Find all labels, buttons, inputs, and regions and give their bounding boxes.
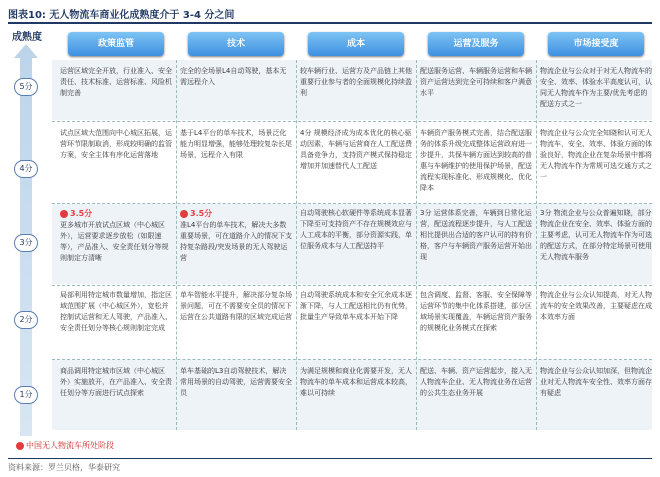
- cell-5-cost: 较车辆行业、运营方及产品链上其他重要行业参与者的全面规模化持续盈利: [300, 67, 412, 97]
- cell-3-cost: 自动驾驶核心软硬件等系统成本显著下降至可支持资产不存在规模效应与人工成本的平衡，部分资源实践，单位服务成本与人工配送持平: [300, 209, 412, 250]
- column-separator: [296, 60, 297, 430]
- column-separator: [176, 60, 177, 430]
- cell-3-tech: [180, 208, 292, 282]
- cell-2-market: 物流企业与公众认知提高，对无人物流车的安全效果改善，主要疑虑在成本效率方面: [540, 291, 652, 321]
- cell-5-market: 物流企业与公众对于对无人物流车的安全、效率、体验水平高度认可，认同无人物流车作为主要/优先考虑的配送方式之一: [540, 67, 652, 108]
- footer-divider: [8, 458, 652, 459]
- cell-5-policy: 运营区域完全开放，行业准入、安全责任、技术标准、运营标准、风险机制完善: [60, 67, 172, 97]
- header-operations: 运营及服务: [428, 32, 524, 56]
- cell-3-market: 3分 物流企业与公众普遍知晓，部分物流企业在安全、效率、体验方面的主要考虑，认可无人物流车作为可选的配送方式，在部分特定场景可使用无人物流车服务: [540, 209, 652, 261]
- cell-1-market: 物流企业与公众认知加深，但物流企业对无人物流车安全性、效率方面存有疑虑: [540, 367, 652, 397]
- cell-4-cost: 4分 规模经济成为成本优化的核心驱动因素，车辆与运营商在人工配送费具备竞争力，支持资产模式保持稳定增加并加速替代人工配送: [300, 129, 412, 170]
- header-cost: 成本: [308, 32, 404, 56]
- cell-4-policy: 试点区域大范围向中心城区拓展，运营环节限制取消，形成较明确的监管方案，安全主体有序化运营落地: [60, 129, 172, 159]
- cell-5-tech: 完全的全场景L4自动驾驶，基本无需远程介入: [180, 67, 287, 86]
- cell-4-market: 物流企业与公众完全知晓和认可无人物流车，安全、效率、体验方面的体验良好，物流企业在复杂场景中都将无人物流车作为常规可选交通方式之一: [540, 129, 652, 181]
- cell-4-tech: 基于L4平台的单车技术，场景泛化能力明显增强，能够处理较复杂长尾场景，远程介入有限: [180, 129, 292, 159]
- flag-icon: [180, 210, 188, 218]
- cell-2-tech: 单车智能水平提升，解决部分复杂场景问题，可在不需要安全员的情况下运营在公共道路有限的区域完成运营: [180, 291, 292, 321]
- maturity-grid: [52, 32, 652, 432]
- cell-1-cost: 为满足规模和商业化需要开发，无人物流车的单车成本和运营成本较高，难以可持续: [300, 367, 412, 397]
- column-separator: [536, 60, 537, 430]
- row-separator: [52, 285, 652, 286]
- cell-5-ops: 配送服务运营、车辆服务运营和车辆资产运营达到完全可持续和客户满意水平: [420, 67, 532, 97]
- title-divider: [8, 22, 652, 24]
- flag-icon: [16, 442, 24, 450]
- level-2: 2分: [14, 311, 38, 329]
- header-market: 市场接受度: [548, 32, 644, 56]
- row-separator: [52, 359, 652, 360]
- source-note: 资料来源：罗兰贝格，华泰研究: [8, 463, 120, 472]
- cell-4-ops: 车辆资产服务模式完善，结合配送服务的体系升级完成整体运营政府进一步提升，共保车辆方面达到较高的普惠与车辆维护的使用保护场景，配送流程实现标准化、形成规模化、优化降本: [420, 129, 532, 192]
- figure-title: 图表10: 无人物流车商业化成熟度介于 3-4 分之间: [8, 10, 235, 21]
- cell-2-cost: 自动驾驶系统成本和安全冗余成本逐渐下降，与人工配送相比仍有优势，批量生产导致单车成本开始下降: [300, 291, 412, 321]
- level-3: 3分: [14, 234, 38, 252]
- cell-3-ops: 3分 运营体系完善，车辆到日常化运营，配送流程逐步提升，与人工配送相比提供出合适的客户认可的持有价格，客户与车辆资产服务运营开始出现: [420, 209, 532, 261]
- cell-3-policy: [60, 208, 172, 282]
- score-marker: 3.5分: [70, 209, 93, 218]
- cell-1-tech: 单车基础的L3自动驾驶技术，解决常用场景的自动驾驶，运营需要安全员: [180, 367, 292, 397]
- level-4: 4分: [14, 160, 38, 178]
- header-technology: 技术: [188, 32, 284, 56]
- score-marker: 3.5分: [190, 209, 213, 218]
- row-separator: [52, 121, 652, 122]
- cell-3-tech-text: 准L4平台的单车技术，解决大多数重要场景，可在道路介入的情况下支持复杂路段/突发场景的无人驾驶运营: [180, 221, 292, 262]
- cell-1-ops: 配送、车辆、资产运营起步，接入无人物流车企业、无人物流业务在运营的公共生态业务开展: [420, 367, 532, 397]
- cell-2-policy: 局部利用特定城市数量增加，指定区域范围扩展（中心城区外），宽松并控制试运营和无人驾驶，产品准入、安全责任划分等核心规则制定完成: [60, 291, 172, 332]
- flag-icon: [60, 210, 68, 218]
- cell-2-ops: 包含调度、监督、客服、安全保障等运营环节的集中化体系搭建，部分区域场景实现覆盖，车辆运营资产服务的规模化业务模式在探索: [420, 291, 532, 332]
- legend-text: 中国无人物流车所处阶段: [26, 441, 114, 450]
- level-5: 5分: [14, 78, 38, 96]
- axis-label: 成熟度: [12, 32, 42, 43]
- cell-3-policy-text: 更多城市开放试点区域（中心城区外），运营要求逐步放松（如限速等），产品准入、安全责任划分等规则制定方清晰: [60, 221, 169, 262]
- row-separator: [52, 203, 652, 204]
- column-separator: [416, 60, 417, 430]
- level-1: 1分: [14, 386, 38, 404]
- cell-1-policy: 商品调用特定城市区域（中心城区外）实施放开，在产品准入、安全责任划分等方面进行试点探索: [60, 367, 172, 397]
- header-policy: 政策监管: [68, 32, 164, 56]
- legend: [16, 440, 114, 451]
